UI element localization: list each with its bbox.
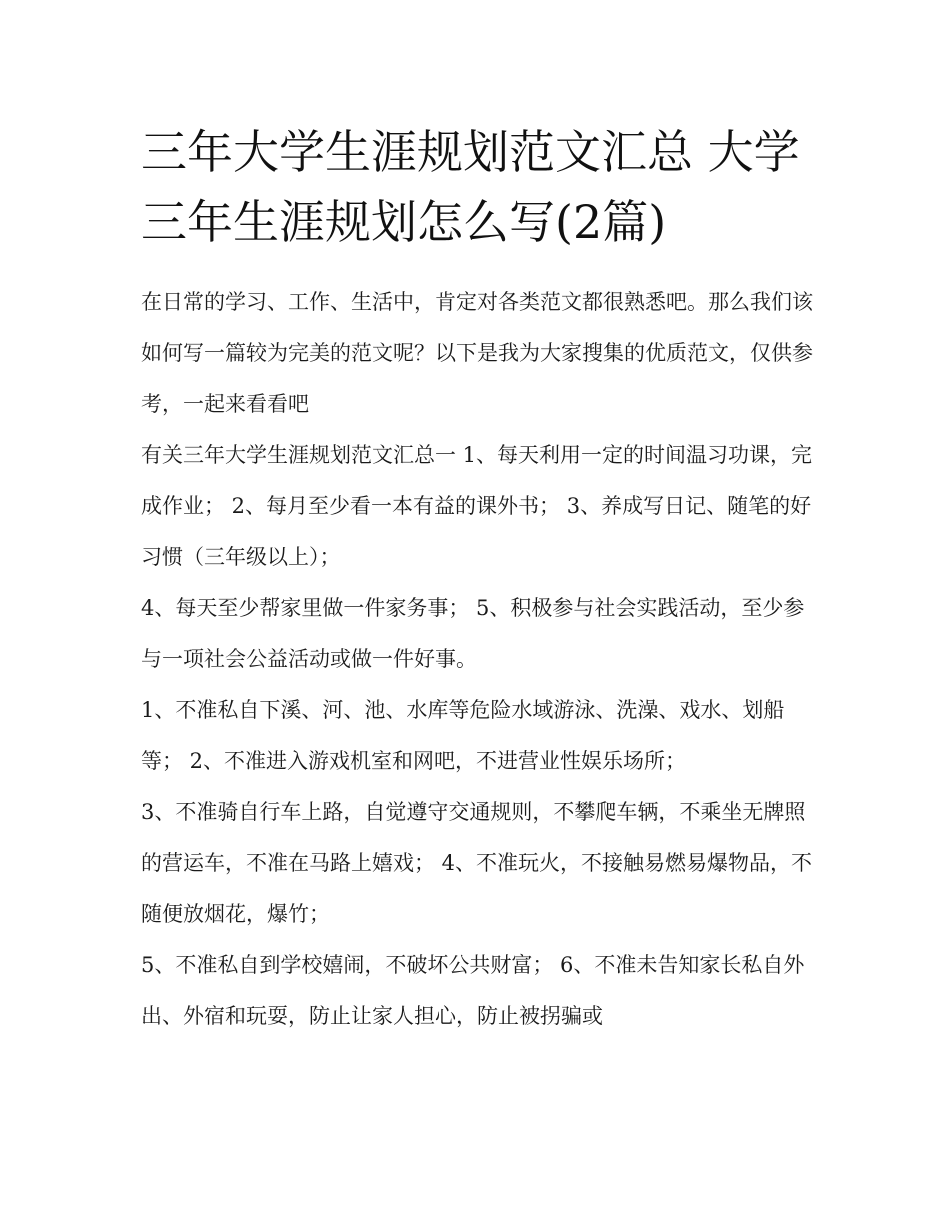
paragraph-practice-goals: 4、每天至少帮家里做一件家务事； 5、积极参与社会实践活动，至少参与一项社会公益活动或做一件好事。 [141, 596, 805, 671]
paragraph-study-goals: 有关三年大学生涯规划范文汇总一 1、每天利用一定的时间温习功课，完成作业； 2、每月至少看一本有益的课外书； 3、养成写日记、随笔的好习惯（三年级以上）； [141, 443, 813, 569]
paragraph-safety-rules-2: 3、不准骑自行车上路，自觉遵守交通规则，不攀爬车辆，不乘坐无牌照的营运车，不准在马路上嬉戏； 4、不准玩火，不接触易燃易爆物品，不随便放烟花，爆竹； [141, 800, 813, 926]
document-body [141, 277, 821, 1042]
paragraph-safety-rules-3: 5、不准私自到学校嬉闹，不破坏公共财富； 6、不准未告知家长私自外出、外宿和玩耍，防止让家人担心，防止被拐骗或 [141, 953, 805, 1028]
document-title: 三年大学生涯规划范文汇总 大学三年生涯规划怎么写(2篇) [141, 125, 800, 249]
paragraph-safety-rules-1: 1、不准私自下溪、河、池、水库等危险水域游泳、洗澡、戏水、划船等； 2、不准进入游戏机室和网吧，不进营业性娱乐场所； [141, 698, 785, 773]
paragraph-intro: 在日常的学习、工作、生活中，肯定对各类范文都很熟悉吧。那么我们该如何写一篇较为完美的范文呢？以下是我为大家搜集的优质范文，仅供参考，一起来看看吧 [141, 290, 813, 416]
